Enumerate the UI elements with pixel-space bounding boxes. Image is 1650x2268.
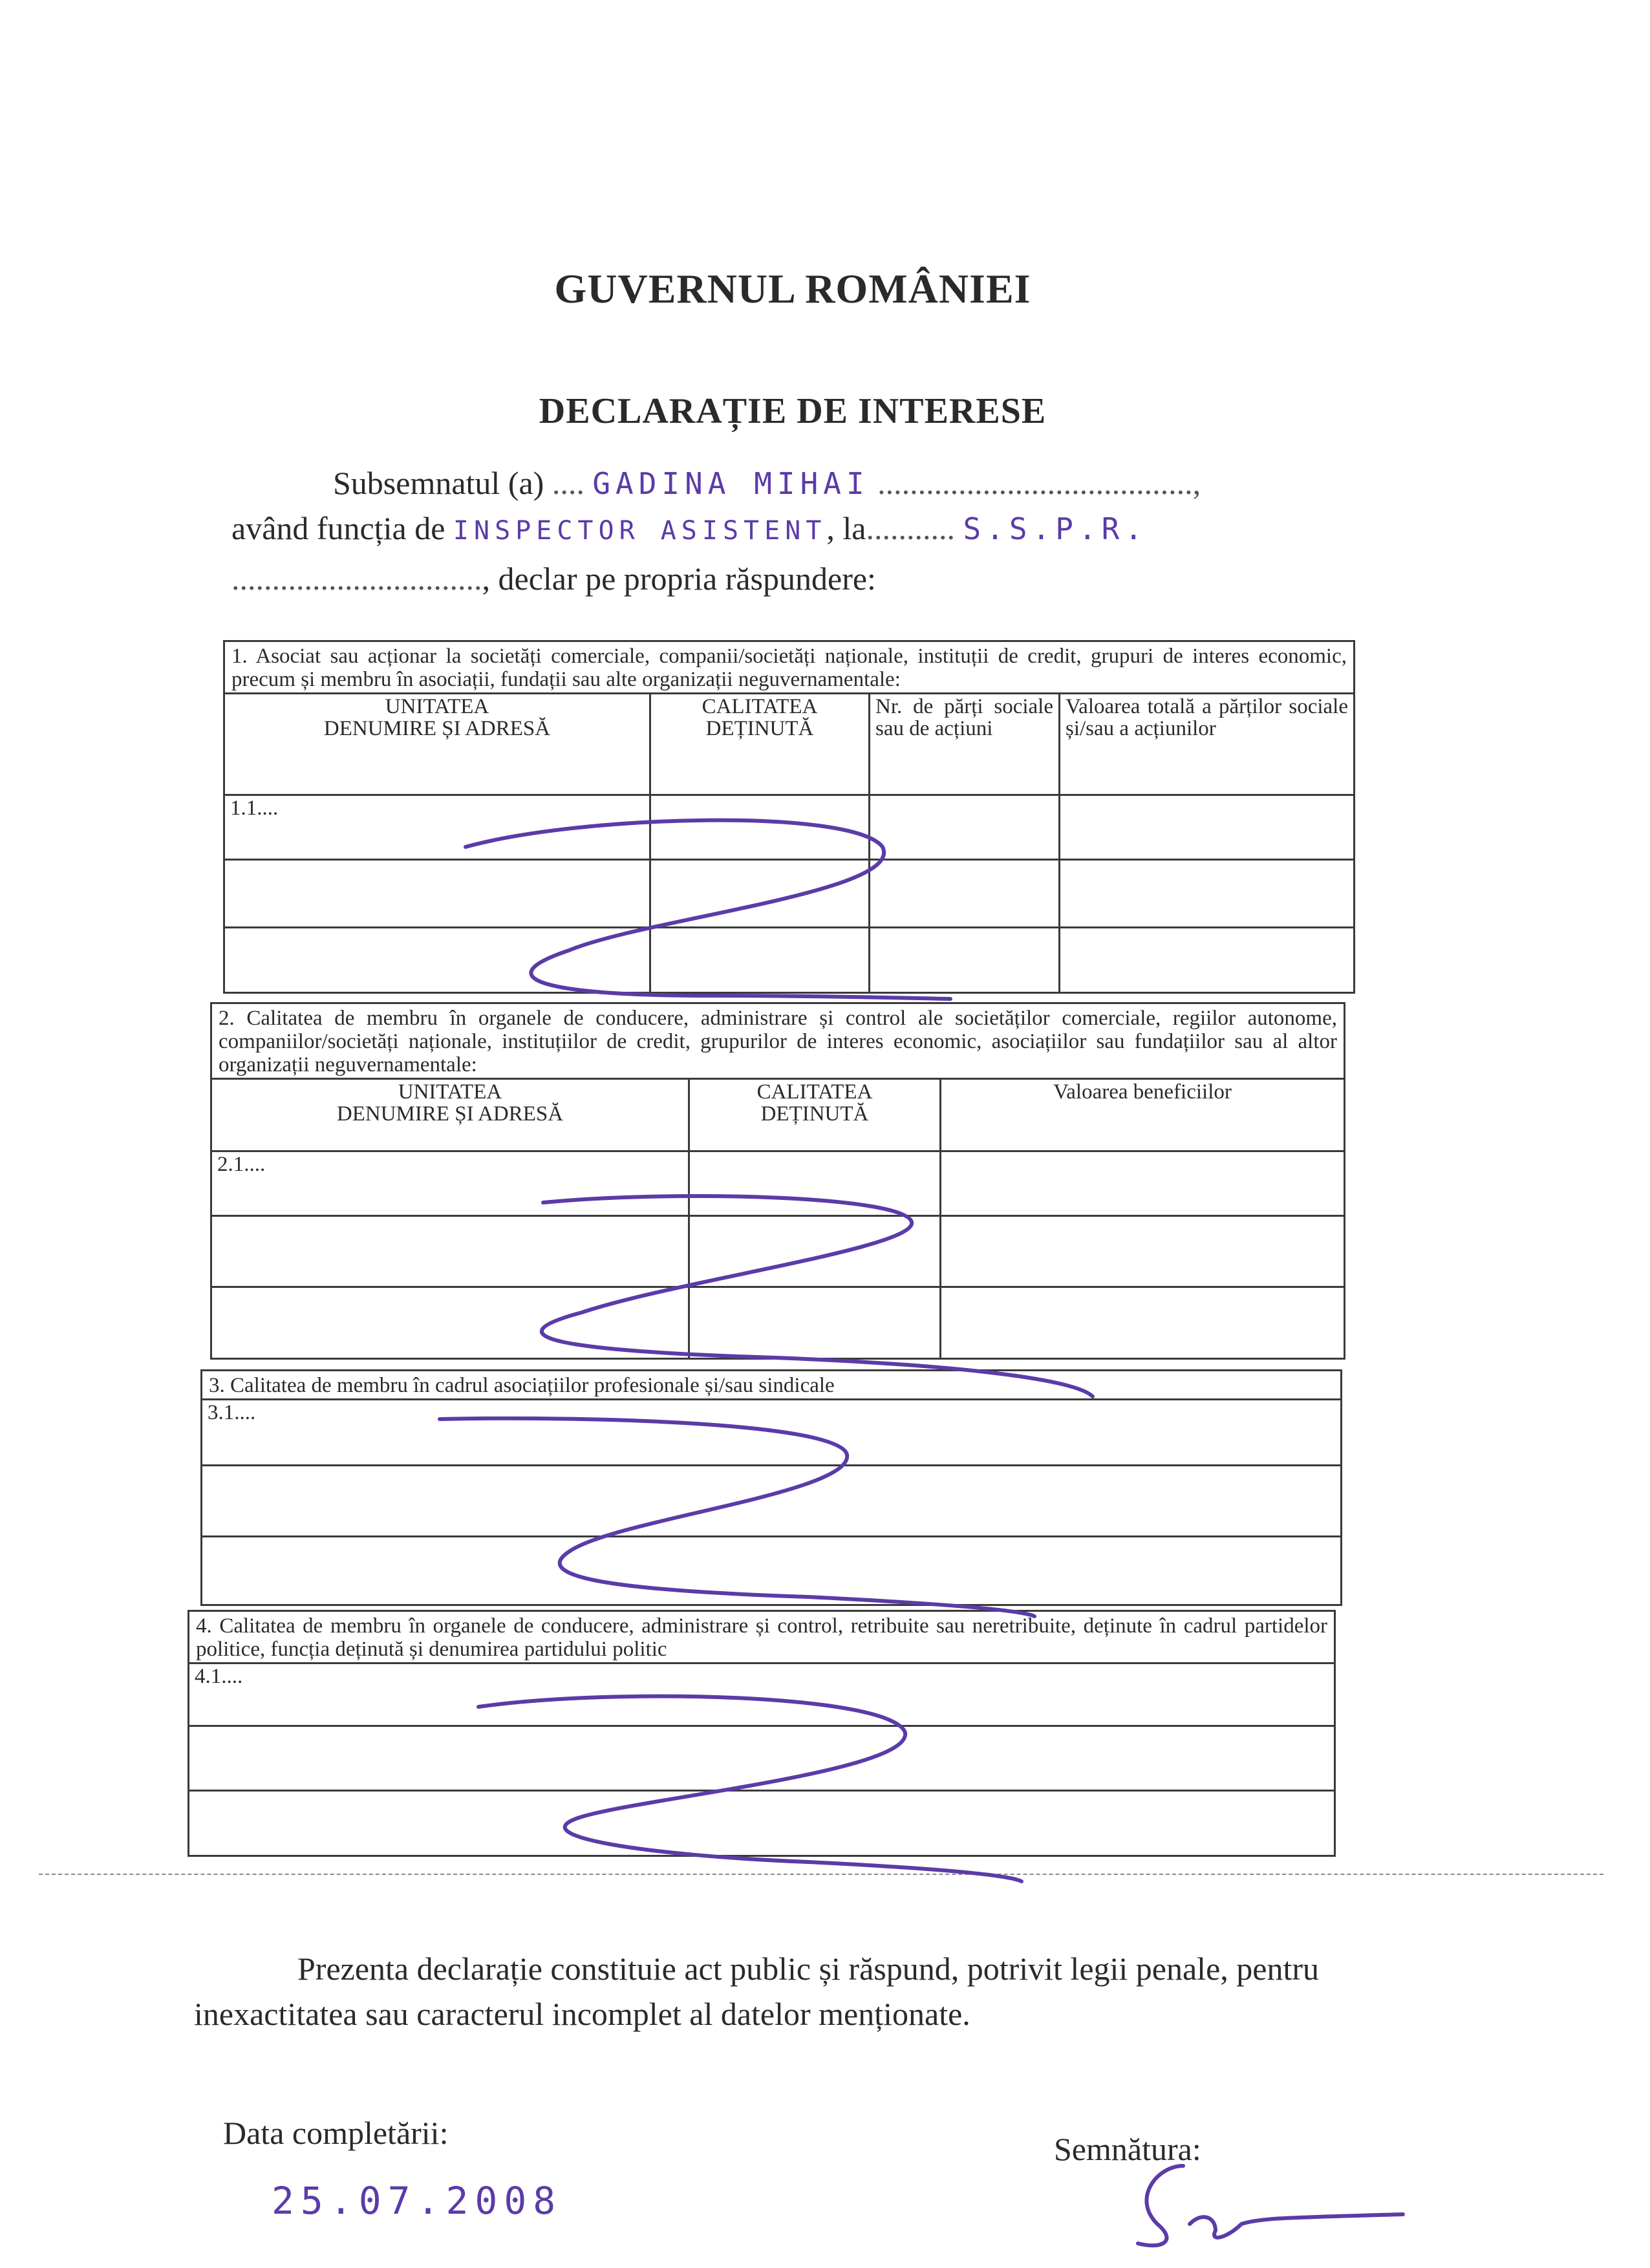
institution-handwritten: S.S.P.R. [963, 511, 1148, 546]
zigzag-section-3 [440, 1418, 1034, 1616]
subsemnatul-line: Subsemnatul (a) .... GADINA MIHAI ......................................., [333, 465, 1201, 501]
declar-line: ..............................., declar pe propria răspundere: [231, 561, 876, 597]
footer-statement: Prezenta declarație constituie act public și răspund, potrivit legii penale, pentru inexactitatea sau caracterul incomplet al datelor menționate. [194, 1951, 1320, 2032]
date-label: Data completării: [223, 2115, 449, 2151]
s2-col-unitatea: UNITATEA DENUMIRE ȘI ADRESĂ [212, 1080, 689, 1151]
function-handwritten: INSPECTOR ASISTENT [453, 516, 827, 546]
s2-row-label: 2.1.... [212, 1151, 689, 1215]
s1-col-calitatea: CALITATEA DEȚINUTĂ [650, 694, 870, 795]
s1-col-nr-parti: Nr. de părți sociale sau de acțiuni [870, 694, 1060, 795]
section-2-heading: 2. Calitatea de membru în organele de conducere, administrare și control ale societăților comerciale, regiilor autonome, companiilor/societăți naționale, instituțiilor de credit, grupurilor de interes economic, asociațiilor sau fundațiilor sau al altor organizații neguvernamentale: [212, 1004, 1344, 1080]
government-title: GUVERNUL ROMÂNIEI [554, 266, 1031, 312]
section-1-heading: 1. Asociat sau acționar la societăți comerciale, companii/societăți naționale, instituții de credit, grupuri de interes economic, precum și membru în asociații, fundații sau alte organizații neguvernamentale: [225, 642, 1353, 694]
functia-label: având funcția de [231, 510, 453, 546]
section-4-heading: 4. Calitatea de membru în organele de conducere, administrare și control, retribuite sau neretribuite, deținute în cadrul partidelor politice, funcția deținută și denumirea partidului politic [189, 1612, 1334, 1664]
s2-col-valoarea-beneficiilor: Valoarea beneficiilor [941, 1080, 1344, 1151]
functia-line: având funcția de INSPECTOR ASISTENT, la........... S.S.P.R. [231, 510, 1148, 546]
subsemnatul-label: Subsemnatul (a) [333, 465, 552, 501]
la-label: , la [826, 510, 866, 546]
section-3-heading: 3. Calitatea de membru în cadrul asociațiilor profesionale și/sau sindicale [202, 1371, 1340, 1400]
s1-row-label: 1.1.... [225, 795, 650, 859]
s3-row-label: 3.1.... [202, 1400, 1340, 1465]
document-title: DECLARAȚIE DE INTERESE [539, 391, 1047, 431]
name-handwritten: GADINA MIHAI [592, 466, 870, 501]
s2-col-calitatea: CALITATEA DEȚINUTĂ [689, 1080, 941, 1151]
zigzag-section-2 [542, 1196, 1093, 1396]
signature-label: Semnătura: [1054, 2131, 1201, 2167]
s1-col-unitatea: UNITATEA DENUMIRE ȘI ADRESĂ [225, 694, 650, 795]
s4-row-label: 4.1.... [189, 1664, 1334, 1726]
zigzag-section-1 [466, 820, 950, 999]
zigzag-section-4 [478, 1696, 1022, 1881]
date-handwritten: 25.07.2008 [272, 2179, 562, 2223]
s1-col-valoarea: Valoarea totală a părților sociale și/sau a acțiunilor [1060, 694, 1354, 795]
declar-label: , declar pe propria răspundere: [482, 561, 876, 597]
signature-mark [1138, 2166, 1403, 2245]
